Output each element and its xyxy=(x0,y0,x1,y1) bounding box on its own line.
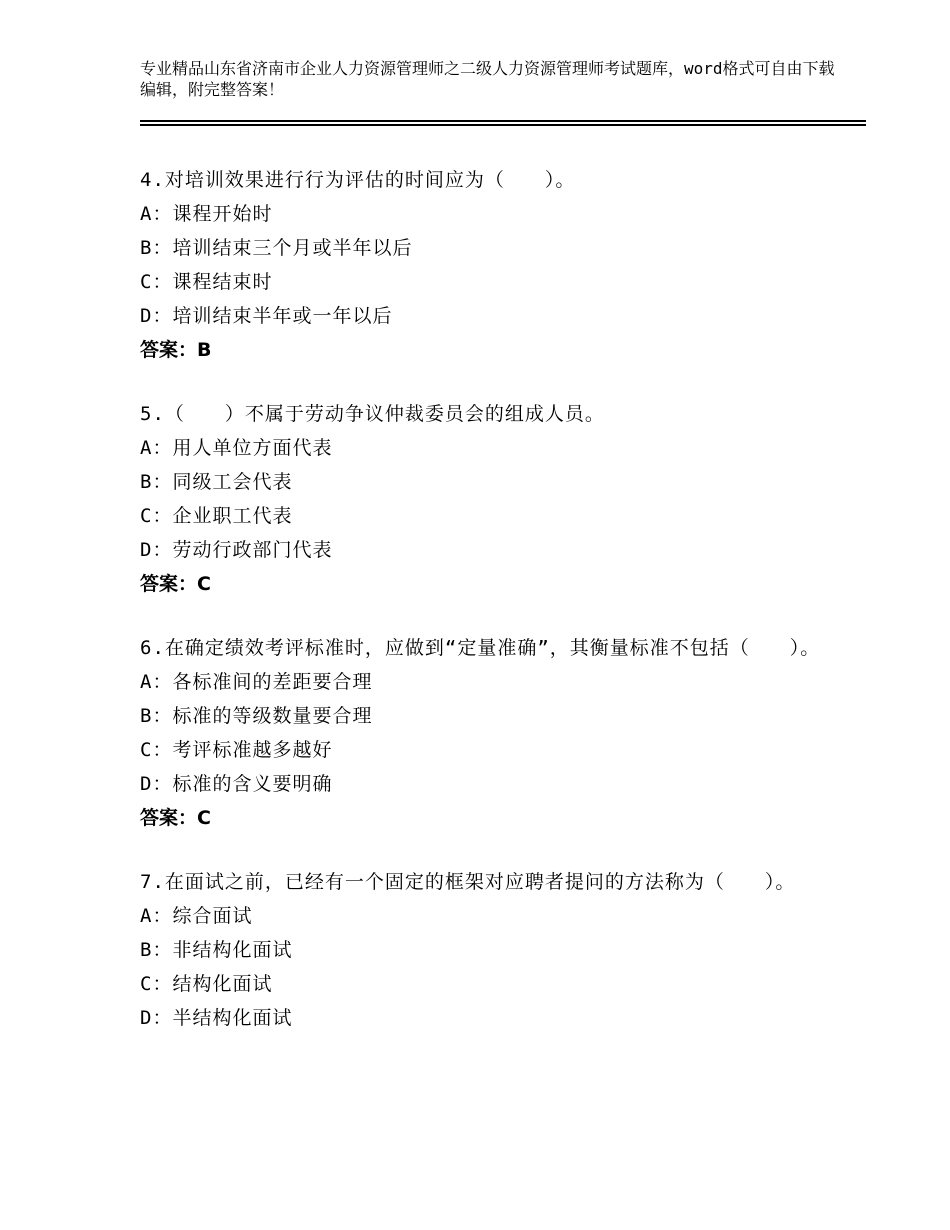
header-divider-top xyxy=(140,120,866,122)
option-c: C：结构化面试 xyxy=(140,973,273,995)
question-6 xyxy=(140,631,840,835)
option-b: B：培训结束三个月或半年以后 xyxy=(140,237,413,259)
question-stem: 4.对培训效果进行行为评估的时间应为（ ）。 xyxy=(140,169,576,191)
question-4 xyxy=(140,163,840,367)
answer-label: 答案：C xyxy=(140,573,211,595)
option-c: C：企业职工代表 xyxy=(140,505,293,527)
header-divider-bottom xyxy=(140,124,866,126)
option-c: C：考评标准越多越好 xyxy=(140,739,333,761)
option-a: A：综合面试 xyxy=(140,905,253,927)
question-list xyxy=(140,163,840,1065)
option-c: C：课程结束时 xyxy=(140,271,273,293)
answer-label: 答案：B xyxy=(140,339,212,361)
option-b: B：非结构化面试 xyxy=(140,939,293,961)
question-5 xyxy=(140,397,840,601)
option-b: B：标准的等级数量要合理 xyxy=(140,705,373,727)
option-a: A：用人单位方面代表 xyxy=(140,437,333,459)
option-a: A：课程开始时 xyxy=(140,203,273,225)
question-stem: 5.（ ）不属于劳动争议仲裁委员会的组成人员。 xyxy=(140,403,605,425)
option-b: B：同级工会代表 xyxy=(140,471,293,493)
question-7 xyxy=(140,865,840,1035)
document-header: 专业精品山东省济南市企业人力资源管理师之二级人力资源管理师考试题库，word格式可自由下载编辑，附完整答案！ xyxy=(140,59,835,99)
answer-label: 答案：C xyxy=(140,807,211,829)
question-stem: 6.在确定绩效考评标准时，应做到“定量准确”，其衡量标准不包括（ ）。 xyxy=(140,637,821,659)
option-d: D：培训结束半年或一年以后 xyxy=(140,305,393,327)
question-stem: 7.在面试之前，已经有一个固定的框架对应聘者提问的方法称为（ ）。 xyxy=(140,871,796,893)
option-d: D：半结构化面试 xyxy=(140,1007,293,1029)
option-d: D：劳动行政部门代表 xyxy=(140,539,333,561)
option-a: A：各标准间的差距要合理 xyxy=(140,671,373,693)
option-d: D：标准的含义要明确 xyxy=(140,773,333,795)
